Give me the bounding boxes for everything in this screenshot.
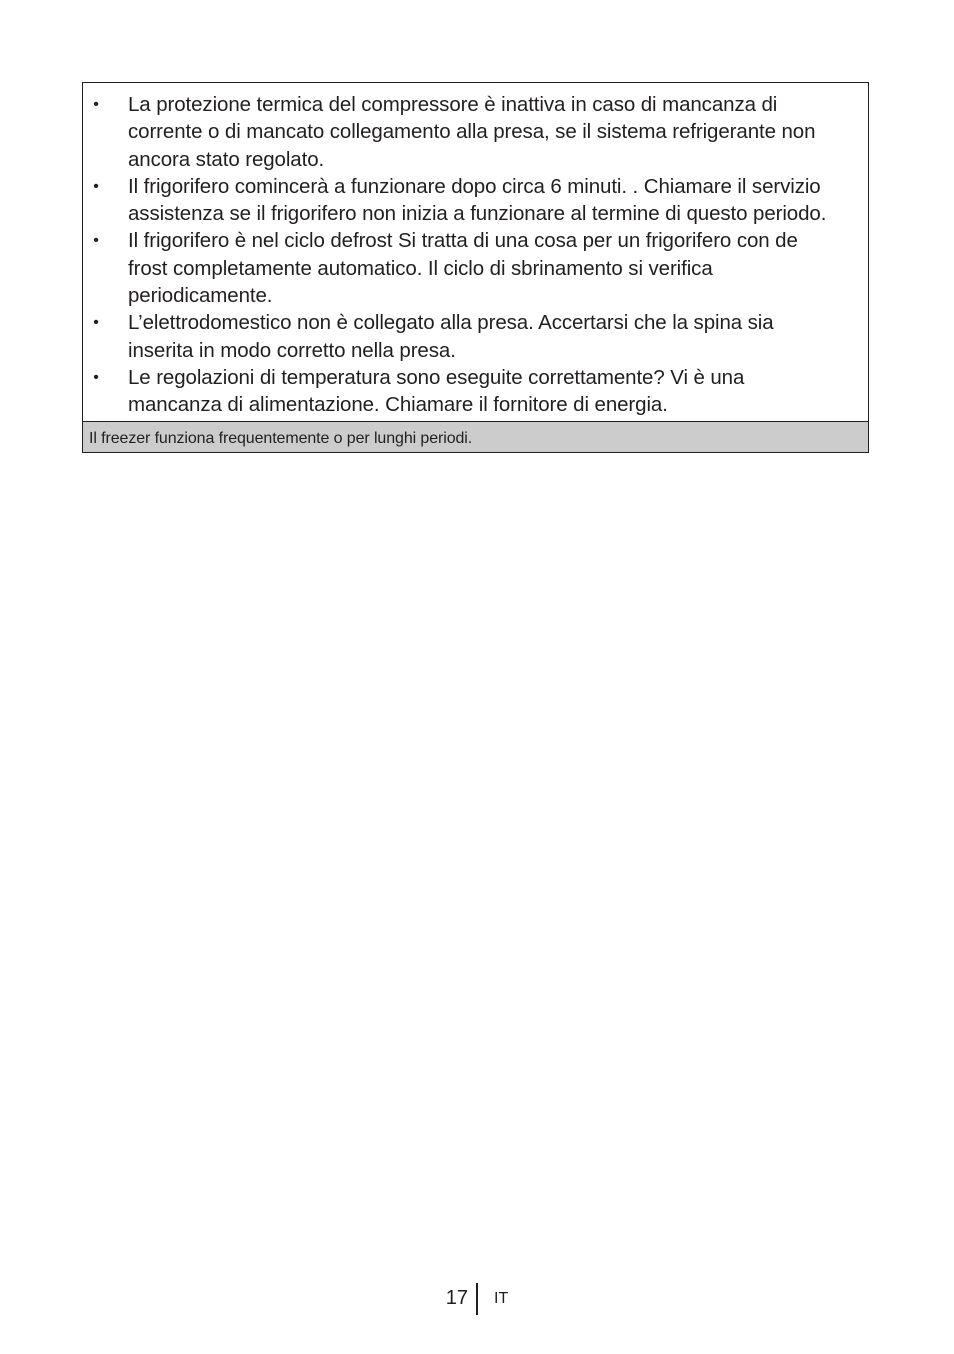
language-code: IT bbox=[494, 1290, 509, 1307]
bullet-icon: • bbox=[93, 177, 99, 195]
list-item bbox=[83, 173, 838, 228]
page-number: 17 bbox=[445, 1287, 468, 1309]
list-item-text: Le regolazioni di temperatura sono eseguite correttamente? Vi è una mancanza di alimentazione. Chiamare il fornitore di energia. bbox=[128, 365, 745, 417]
causes-list bbox=[83, 91, 838, 419]
list-item bbox=[83, 91, 838, 173]
list-item bbox=[83, 227, 838, 309]
bullet-icon: • bbox=[93, 96, 99, 113]
page-footer bbox=[0, 1283, 954, 1315]
list-item bbox=[83, 309, 838, 364]
troubleshooting-table bbox=[82, 82, 869, 453]
list-item-text: Il frigorifero è nel ciclo defrost Si tratta di una cosa per un frigorifero con de frost completamente automatico. Il ciclo di sbrinamento si verifica periodicamente. bbox=[128, 229, 798, 308]
list-item-text: Il frigorifero comincerà a funzionare dopo circa 6 minuti. . Chiamare il servizio assistenza se il frigorifero non inizia a funzionare al termine di questo periodo. bbox=[128, 174, 827, 226]
bullet-icon: • bbox=[93, 314, 99, 332]
footer-divider bbox=[476, 1283, 478, 1315]
list-item bbox=[83, 364, 838, 419]
problem-header-row: Il freezer funziona frequentemente o per lunghi periodi. bbox=[83, 421, 868, 452]
list-item-text: L’elettrodomestico non è collegato alla presa. Accertarsi che la spina sia inserita in modo corretto nella presa. bbox=[128, 311, 774, 362]
list-item-text: La protezione termica del compressore è inattiva in caso di mancanza di corrente o di mancato collegamento alla presa, se il sistema refrigerante non ancora stato regolato. bbox=[128, 93, 816, 171]
causes-cell bbox=[83, 83, 868, 421]
bullet-icon: • bbox=[93, 232, 99, 250]
bullet-icon: • bbox=[93, 368, 99, 386]
